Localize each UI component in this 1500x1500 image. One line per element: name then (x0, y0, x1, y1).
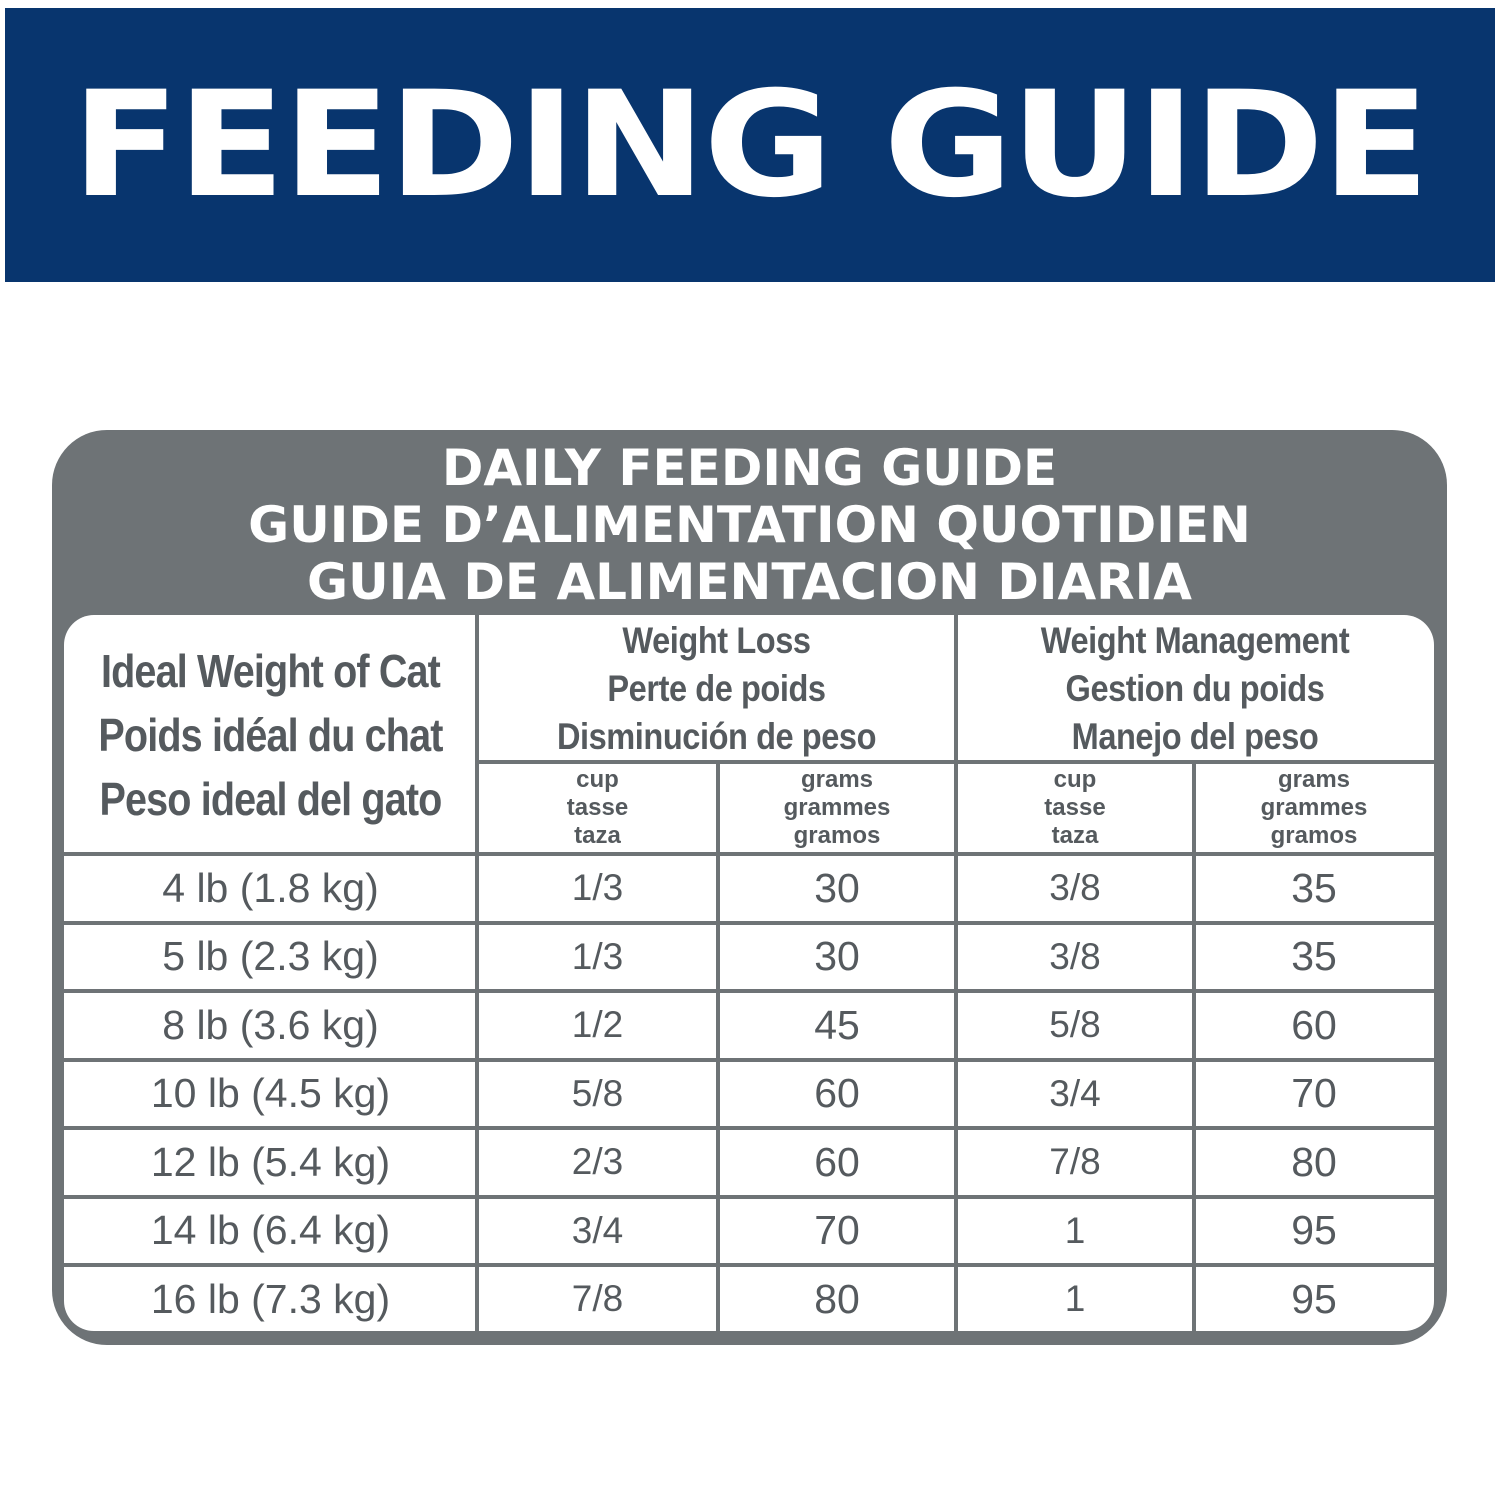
guide-title (52, 440, 1447, 611)
weight-management-grams-cell: 95 (1291, 1275, 1337, 1322)
row-divider (64, 1058, 1434, 1062)
ideal-weight-cell: 14 lb (6.4 kg) (150, 1207, 391, 1254)
guide-title-es: GUIA DE ALIMENTACION DIARIA (307, 553, 1192, 611)
weight-loss-grams-cell: 45 (814, 1001, 860, 1048)
weight-management-header-es: Manejo del peso (1071, 715, 1319, 757)
weight-management-cup-cell: 7/8 (1049, 1141, 1101, 1183)
weight-loss-cup-cell: 7/8 (571, 1278, 624, 1320)
weight-management-grams-cell: 95 (1291, 1207, 1337, 1254)
weight-loss-header-en: Weight Loss (622, 619, 811, 661)
ideal-weight-cell: 16 lb (7.3 kg) (150, 1275, 391, 1322)
weight-management-grams-unit-line: grams (1277, 766, 1351, 793)
row-divider (64, 1195, 1434, 1199)
weight-management-cup-cell: 1 (1064, 1209, 1086, 1251)
weight-loss-grams-cell: 60 (814, 1138, 860, 1185)
row-divider (64, 1126, 1434, 1130)
row-divider (64, 1263, 1434, 1267)
column-divider (1192, 762, 1196, 1331)
ideal-weight-cell: 5 lb (2.3 kg) (162, 933, 379, 980)
weight-management-header-en: Weight Management (1040, 619, 1350, 661)
guide-title-fr: GUIDE D’ALIMENTATION QUOTIDIEN (248, 496, 1251, 554)
weight-management-cup-cell: 3/8 (1049, 867, 1101, 909)
weight-loss-cup-cell: 1/3 (571, 867, 624, 909)
weight-management-cup-cell: 5/8 (1049, 1004, 1101, 1046)
weight-loss-grams-cell: 80 (814, 1275, 860, 1322)
weight-management-header (985, 615, 1406, 762)
weight-loss-cup-cell: 1/2 (571, 1004, 624, 1046)
weight-loss-grams-unit-line: grammes (783, 794, 891, 821)
weight-management-cup-unit-line: cup (1053, 766, 1097, 793)
feeding-table (64, 615, 1434, 1331)
column-divider (716, 762, 720, 1331)
weight-loss-header-fr: Perte de poids (607, 667, 826, 709)
banner-title: FEEDING GUIDE (72, 60, 1428, 230)
row-divider (64, 921, 1434, 925)
weight-loss-cup-unit (477, 762, 718, 854)
weight-loss-cup-cell: 3/4 (571, 1209, 624, 1251)
weight-management-grams-cell: 35 (1291, 933, 1337, 980)
ideal-weight-header (93, 615, 448, 854)
ideal-weight-cell: 8 lb (3.6 kg) (162, 1001, 379, 1048)
weight-loss-grams-unit (718, 762, 956, 854)
ideal-weight-header-es: Peso ideal del gato (99, 772, 442, 825)
weight-management-cup-cell: 1 (1064, 1278, 1086, 1320)
weight-loss-grams-cell: 30 (814, 864, 860, 911)
weight-management-grams-unit-line: gramos (1270, 822, 1358, 849)
weight-management-cup-cell: 3/8 (1049, 935, 1101, 977)
weight-management-grams-cell: 70 (1291, 1070, 1337, 1117)
weight-loss-cup-unit-line: cup (576, 766, 619, 793)
weight-loss-cup-cell: 2/3 (571, 1141, 624, 1183)
weight-loss-grams-cell: 70 (814, 1207, 860, 1254)
ideal-weight-cell: 12 lb (5.4 kg) (150, 1138, 391, 1185)
weight-management-cup-cell: 3/4 (1049, 1072, 1101, 1114)
weight-loss-header-es: Disminución de peso (556, 715, 877, 757)
weight-loss-header (506, 615, 928, 762)
weight-management-cup-unit-line: tasse (1044, 794, 1106, 821)
weight-management-grams-cell: 60 (1291, 1001, 1337, 1048)
weight-loss-grams-unit-line: grams (800, 766, 874, 793)
ideal-weight-cell: 4 lb (1.8 kg) (162, 864, 379, 911)
ideal-weight-header-fr: Poids idéal du chat (98, 708, 443, 761)
header-banner (5, 8, 1495, 282)
weight-loss-cup-cell: 1/3 (571, 935, 624, 977)
weight-loss-grams-cell: 30 (814, 933, 860, 980)
ideal-weight-cell: 10 lb (4.5 kg) (150, 1070, 391, 1117)
weight-loss-cup-unit-line: tasse (566, 794, 629, 821)
row-divider (64, 989, 1434, 993)
column-divider (954, 615, 958, 1331)
guide-title-en: DAILY FEEDING GUIDE (441, 439, 1058, 497)
weight-management-cup-unit-line: taza (1051, 822, 1099, 849)
weight-management-grams-cell: 80 (1291, 1138, 1337, 1185)
weight-management-grams-unit-line: grammes (1260, 794, 1368, 821)
weight-loss-grams-cell: 60 (814, 1070, 860, 1117)
weight-loss-cup-cell: 5/8 (571, 1072, 624, 1114)
weight-management-grams-cell: 35 (1291, 864, 1337, 911)
weight-management-cup-unit (956, 762, 1194, 854)
weight-loss-grams-unit-line: gramos (793, 822, 881, 849)
column-divider (475, 615, 479, 1331)
header-divider (64, 852, 1434, 856)
daily-feeding-guide (52, 430, 1447, 1345)
ideal-weight-header-en: Ideal Weight of Cat (100, 644, 440, 697)
weight-management-header-fr: Gestion du poids (1065, 667, 1325, 709)
weight-loss-cup-unit-line: taza (574, 822, 621, 849)
weight-management-grams-unit (1194, 762, 1434, 854)
